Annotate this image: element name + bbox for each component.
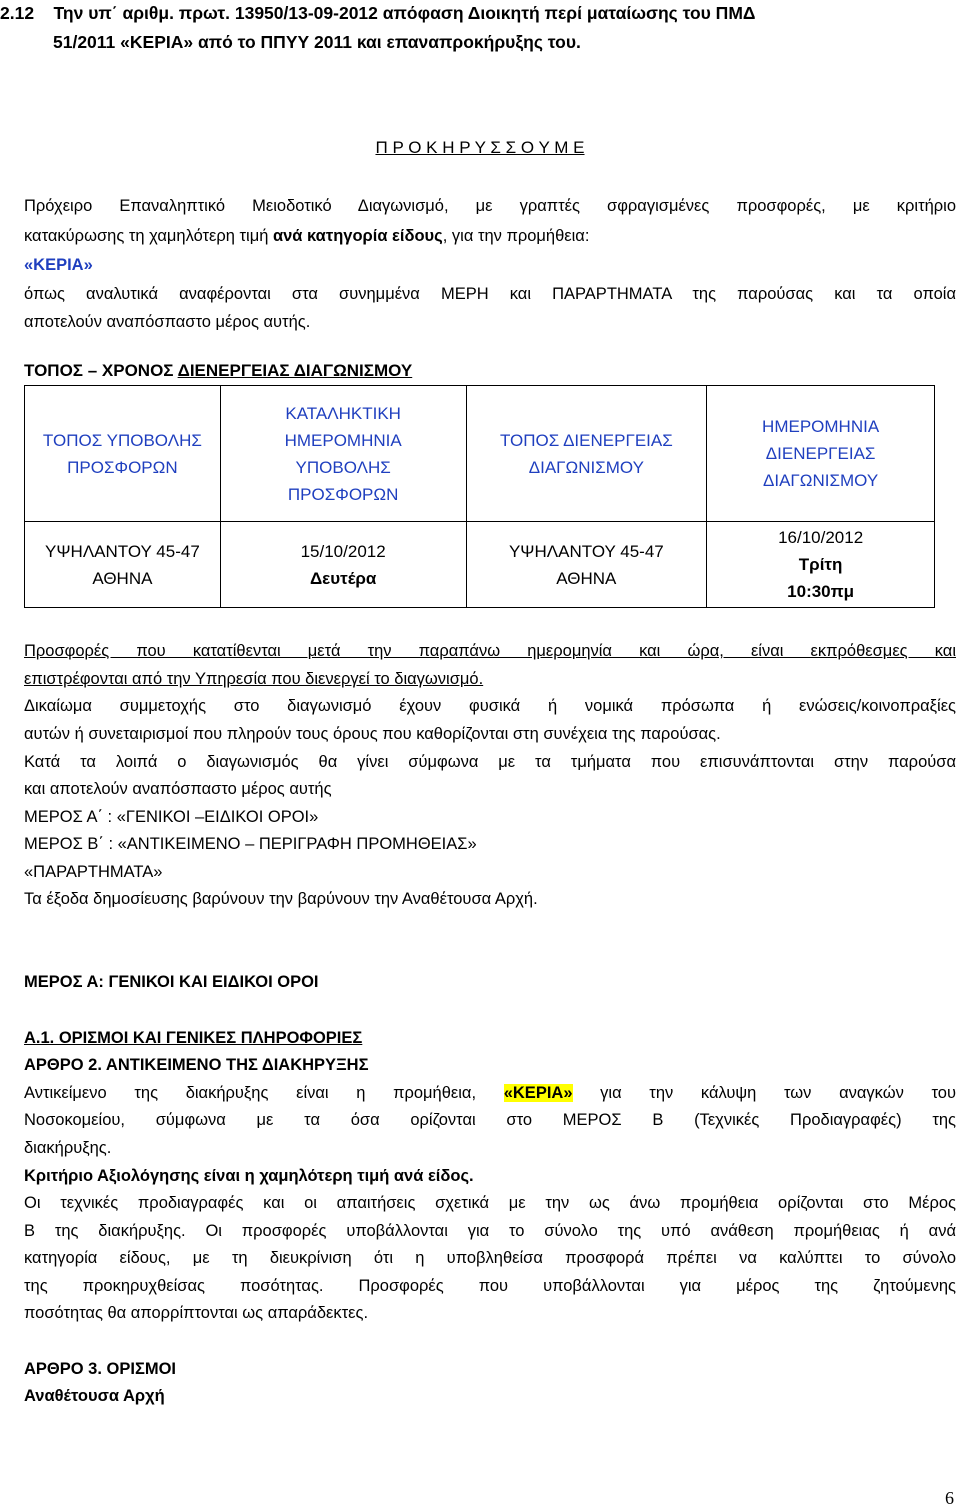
- schedule-table: [24, 385, 935, 608]
- page-number: 6: [945, 1488, 954, 1508]
- header-text: ΔΙΕΝΕΡΓΕΙΑΣ: [765, 444, 876, 463]
- parts-line2: και αποτελούν αναπόσπαστο μέρος αυτής: [24, 780, 332, 798]
- contracting-authority-heading: Αναθέτουσα Αρχή: [24, 1387, 165, 1405]
- item-line-1: [0, 2, 755, 24]
- header-submission-place: [25, 386, 221, 522]
- object-line1: [24, 1082, 956, 1104]
- header-text: ΔΙΑΓΩΝΙΣΜΟΥ: [528, 457, 644, 477]
- part-a-ref: ΜΕΡΟΣ Α΄ : «ΓΕΝΙΚΟΙ –ΕΙΔΙΚΟΙ ΟΡΟΙ»: [24, 808, 319, 826]
- value-text: ΑΘΗΝΑ: [556, 568, 617, 588]
- header-text: ΔΙΑΓΩΝΙΣΜΟΥ: [763, 471, 879, 490]
- spec-line4: της προκηρυχθείσας ποσότητας. Προσφορές που υποβάλλονται για μέρος της ζητούμενης: [24, 1277, 956, 1295]
- schedule-title: [24, 360, 412, 382]
- schedule-title-a: ΤΟΠΟΣ – ΧΡΟΝΟΣ: [24, 361, 178, 380]
- header-deadline: [220, 386, 466, 522]
- spec-line2: Β της διακήρυξης. Οι προσφορές υποβάλλονται για το σύνολο της υπό ανάθεση προμήθειας ή ανά: [24, 1222, 956, 1240]
- header-text: ΚΑΤΑΛΗΚΤΙΚΗ: [285, 403, 401, 423]
- value-text: ΥΨΗΛΑΝΤΟΥ 45-47: [45, 541, 200, 561]
- spec-line5: ποσότητας θα απορρίπτονται ως απαράδεκτες.: [24, 1304, 369, 1322]
- value-text: ΥΨΗΛΑΝΤΟΥ 45-47: [508, 541, 664, 561]
- value-text: 15/10/2012: [300, 541, 386, 561]
- value-text: 16/10/2012: [778, 528, 864, 547]
- spec-line1: Οι τεχνικές προδιαγραφές και οι απαιτήσεις σχετικά με την ως άνω προμήθεια ορίζονται στο Μέρος: [24, 1194, 956, 1212]
- object-text-a: Αντικείμενο της διακήρυξης είναι η προμήθεια,: [24, 1084, 504, 1102]
- value-text: Τρίτη: [798, 555, 843, 574]
- announce-title: Π Ρ Ο Κ Η Ρ Υ Σ Σ Ο Υ Μ Ε: [375, 138, 585, 157]
- value-text: ΑΘΗΝΑ: [92, 568, 153, 588]
- object-text-b: για την κάλυψη των αναγκών του: [572, 1084, 956, 1102]
- p1-text-b: , για την προμήθεια:: [442, 227, 590, 245]
- header-text: ΗΜΕΡΟΜΗΝΙΑ: [284, 430, 402, 450]
- value-execution-place: [466, 522, 707, 608]
- article-2-heading: ΑΡΘΡΟ 2. ΑΝΤΙΚΕΙΜΕΝΟ ΤΗΣ ΔΙΑΚΗΡΥΞΗΣ: [24, 1056, 369, 1074]
- value-submission-place: [25, 522, 221, 608]
- header-text: ΤΟΠΟΣ ΔΙΕΝΕΡΓΕΙΑΣ: [499, 430, 673, 450]
- item-text-2: 51/2011 «ΚΕΡΙΑ» από το ΠΠΥΥ 2011 και επαναπροκήρυξης του.: [53, 32, 581, 52]
- header-execution-place: [466, 386, 707, 522]
- header-text: ΥΠΟΒΟΛΗΣ: [295, 457, 391, 477]
- item-text-1: Την υπ΄ αριθμ. πρωτ. 13950/13-09-2012 απόφαση Διοικητή περί ματαίωσης του ΠΜΔ: [53, 3, 756, 23]
- header-text: ΗΜΕΡΟΜΗΝΙΑ: [762, 417, 880, 436]
- header-execution-date: [707, 386, 935, 522]
- article-3-heading: ΑΡΘΡΟ 3. ΟΡΙΣΜΟΙ: [24, 1360, 177, 1378]
- spec-line3: κατηγορία είδους, με τη διευκρίνιση ότι η υποβληθείσα προσφορά πρέπει να καλύπτει το σύνολο: [24, 1249, 956, 1267]
- object-product-highlight: «ΚΕΡΙΑ»: [503, 1084, 573, 1102]
- parts-line1: Κατά τα λοιπά ο διαγωνισμός θα γίνει σύμφωνα με τα τμήματα που επισυνάπτονται στην παρούσα: [24, 753, 956, 771]
- costs-note: Τα έξοδα δημοσίευσης βαρύνουν την βαρύνουν την Αναθέτουσα Αρχή.: [24, 890, 538, 908]
- value-text: Δευτέρα: [309, 568, 377, 588]
- participation-line1: Δικαίωμα συμμετοχής στο διαγωνισμό έχουν φυσικά ή νομικά πρόσωπα ή ενώσεις/κοινοπραξίες: [24, 697, 956, 715]
- section-a1-heading: Α.1. ΟΡΙΣΜΟΙ ΚΑΙ ΓΕΝΙΚΕΣ ΠΛΗΡΟΦΟΡΙΕΣ: [24, 1029, 363, 1047]
- announce-p2-line2: αποτελούν αναπόσπαστο μέρος αυτής.: [24, 313, 311, 331]
- object-line2: Νοσοκομείου, σύμφωνα με τα όσα ορίζονται στο ΜΕΡΟΣ Β (Τεχνικές Προδιαγραφές) της: [24, 1111, 956, 1129]
- announce-p1-line1: Πρόχειρο Επαναληπτικό Μειοδοτικό Διαγωνισμό, με γραπτές σφραγισμένες προσφορές, με κριτήριο: [24, 197, 956, 215]
- schedule-header-row: [25, 386, 935, 522]
- announce-p1-line2: [24, 225, 589, 247]
- schedule-title-b: ΔΙΕΝΕΡΓΕΙΑΣ ΔΙΑΓΩΝΙΣΜΟΥ: [177, 361, 413, 380]
- participation-line2: αυτών ή συνεταιρισμοί που πληρούν τους όρους που καθορίζονται στη συνέχεια της παρούσας.: [24, 725, 721, 743]
- value-deadline: [220, 522, 466, 608]
- product-name: «ΚΕΡΙΑ»: [24, 256, 93, 274]
- annexes-ref: «ΠΑΡΑΡΤΗΜΑΤΑ»: [24, 863, 163, 881]
- announce-p2-line1: όπως αναλυτικά αναφέρονται στα συνημμένα ΜΕΡΗ και ΠΑΡΑΡΤΗΜΑΤΑ της παρούσας και τα οποία: [24, 285, 956, 303]
- criterion-text: Κριτήριο Αξιολόγησης είναι η χαμηλότερη τιμή ανά είδος.: [24, 1167, 474, 1185]
- item-number: 2.12: [0, 3, 35, 23]
- value-execution-date: [707, 522, 935, 608]
- value-text: 10:30πμ: [787, 582, 855, 601]
- header-text: ΤΟΠΟΣ ΥΠΟΒΟΛΗΣ: [42, 430, 202, 450]
- object-line3: διακήρυξης.: [24, 1139, 112, 1157]
- part-a-heading: ΜΕΡΟΣ Α: ΓΕΝΙΚΟΙ ΚΑΙ ΕΙΔΙΚΟΙ ΟΡΟΙ: [24, 973, 319, 991]
- p1-text-bold: ανά κατηγορία είδους: [272, 227, 443, 245]
- schedule-value-row: [25, 522, 935, 608]
- p1-text-a: κατακύρωσης τη χαμηλότερη τιμή: [24, 227, 273, 245]
- late-offers-line1: Προσφορές που κατατίθενται μετά την παραπάνω ημερομηνία και ώρα, είναι εκπρόθεσμες και: [24, 642, 956, 660]
- header-text: ΠΡΟΣΦΟΡΩΝ: [67, 457, 178, 477]
- header-text: ΠΡΟΣΦΟΡΩΝ: [287, 484, 399, 504]
- part-b-ref: ΜΕΡΟΣ Β΄ : «ΑΝΤΙΚΕΙΜΕΝΟ – ΠΕΡΙΓΡΑΦΗ ΠΡΟΜΗΘΕΙΑΣ»: [24, 835, 477, 853]
- late-offers-line2: επιστρέφονται από την Υπηρεσία που διενεργεί το διαγωνισμό.: [24, 670, 484, 688]
